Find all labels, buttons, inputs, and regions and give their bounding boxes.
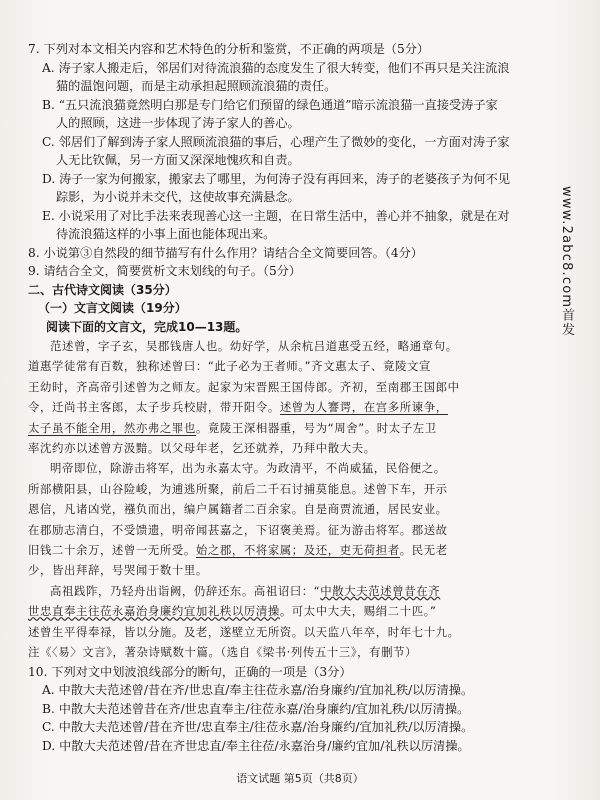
passage-text: 令，迁尚书主客郎，太子步兵校尉，带开阳令。 [28,400,280,415]
wavy-underlined-text: 世忠直奉主往莅永嘉治身廉约宜加礼秩以厉清操 [28,604,280,619]
section-heading: 二、古代诗文阅读（35分） [28,282,177,297]
question-9: 9. 请结合全文，简要赏析文末划线的句子。（5分） [28,264,302,278]
passage-text: 旧钱二十余万，述曾一无所受。 [28,543,196,558]
classical-passage [28,336,528,663]
page-footer: 语文试题 第5页（共8页） [236,772,364,785]
passage-text: 。竟陵王深相器重，号为“周舍”。时太子左卫 [195,420,437,435]
passage-line [28,601,528,621]
q7-option-c-cont: 人无比钦佩，另一方面又深深地愧疚和自责。 [56,153,300,167]
passage-text: 。民无老 [399,543,448,558]
passage-line: 恩信，凡诸凶党，襁负而出，编户属籍者二百余家。自是商贾流通，居民安业。 [28,502,448,517]
passage-text: 。可太中大夫，赐绢二十匹。” [279,604,437,619]
question-8: 8. 小说第③自然段的细节描写有什么作用？请结合全文简要回答。（4分） [28,245,423,260]
passage-line [28,581,528,601]
passage-line [28,397,528,417]
underlined-sentence: 述曾为人謇谔，在宫多所谏争， [279,400,448,415]
reading-instruction: 阅读下面的文言文，完成10—13题。 [46,319,248,334]
passage-line: 王幼时，齐高帝引述曾为之师友。起家为宋晋熙王国侍郎。齐初，至南郡王国郎中 [28,379,460,394]
passage-text: 高祖践阼，乃轻舟出诣阙，仍辞还东。高祖诏曰：“ [50,583,321,598]
q7-option-d: D. 涛子一家为何搬家，搬家去了哪里，为何涛子没有再回来，涛子的老婆孩子为何不见 [42,171,511,186]
passage-line: 注《〈易〉文言》，著杂诗赋数十篇。（选自《梁书·列传五十三》，有删节） [28,645,418,660]
passage-line: 明帝即位，除游击将军，出为永嘉太守。为政清平，不尚威猛，民俗便之。 [50,461,446,476]
passage-line: 道惠学徒常有百数，独称述曾曰：“此子必为王者师。”齐文惠太子、竟陵文宣 [28,359,431,374]
passage-line: 少，皆出拜辞，号哭闻于数十里。 [28,563,208,578]
watermark-text: www.2abc8.com首发 [559,186,574,337]
q7-option-e: E. 小说采用了对比手法来表现善心这一主题，在日常生活中，善心并不抽象，就是在对 [42,208,510,223]
q10-option-d: D. 中散大夫范述曾/昔在齐世忠直/奉主往莅/永嘉治身/廉约宜加/礼秩以厉清操。 [42,738,470,753]
underlined-sentence: 始之郡，不将家属；及还，吏无荷担者 [195,543,400,558]
passage-line: 述曾生平得奉禄，皆以分施。及老，遂壁立无所资。以天监八年卒，时年七十九。 [28,624,460,639]
q10-option-a: A. 中散大夫范述曾/昔在齐/世忠直/奉主往莅永嘉/治身廉约/宜加礼秩/以厉清操。 [42,683,474,697]
q7-option-a: A. 涛子家人搬走后，邻居们对待流浪猫的态度发生了很大转变，他们不再只是关注流浪 [42,60,510,75]
q7-option-b-cont: 人的照顾，这进一步体现了涛子家人的善心。 [56,116,300,130]
q7-option-d-cont: 踪影，为小说并未交代，这使故事充满悬念。 [56,190,300,204]
passage-line: 率沈约亦以述曾方汲黯。以父母年老，乞还就养，乃拜中散大夫。 [28,441,376,456]
passage-line: 所部横阳县，山谷险峻，为逋逃所聚，前后二千石讨捕莫能息。述曾下车，开示 [28,481,448,496]
passage-line [28,418,528,438]
q10-option-b: B. 中散大夫范述曾昔在齐/世忠直奉主/往莅永嘉/治身廉约/宜加礼秩/以厉清操。 [42,701,470,716]
passage-line: 范述曾，字子玄，吴郡钱唐人也。幼好学，从余杭吕道惠受五经，略通章句。 [50,339,458,353]
page-content [28,40,528,755]
q10-option-c: C. 中散大夫范述曾/昔在齐世/忠直奉主/往莅永嘉/治身廉约/宜加礼秩/以厉清操。 [42,720,474,734]
passage-line: 在郡励志清白，不受馈遗，明帝闻甚嘉之，下诏褒美焉。征为游击将军。郡送故 [28,522,448,537]
question-10-stem: 10. 下列对文中划波浪线部分的断句，正确的一项是（3分） [28,664,352,679]
question-7-stem: 7. 下列对本文相关内容和艺术特色的分析和鉴赏，不正确的两项是（5分） [28,42,430,56]
q7-option-a-cont: 猫的温饱问题，而是主动承担起照顾流浪猫的责任。 [56,79,337,93]
q7-option-e-cont: 待流浪猫这样的小事上面也能体现出来。 [56,227,276,241]
passage-line [28,540,528,560]
wavy-underlined-text: 中散大夫范述曾昔在齐 [320,583,441,598]
q7-option-b: B. “五只流浪猫竟然明白那是专门给它们预留的绿色通道”暗示流浪猫一直接受涛子家 [42,97,498,112]
q7-option-c: C. 邻居们了解到涛子家人照顾流浪猫的事后，心理产生了微妙的变化，一方面对涛子家 [42,134,510,149]
underlined-sentence: 太子虽不能全用，然亦弗之罪也 [28,420,196,435]
subsection-heading: （一）文言文阅读（19分） [38,301,187,315]
